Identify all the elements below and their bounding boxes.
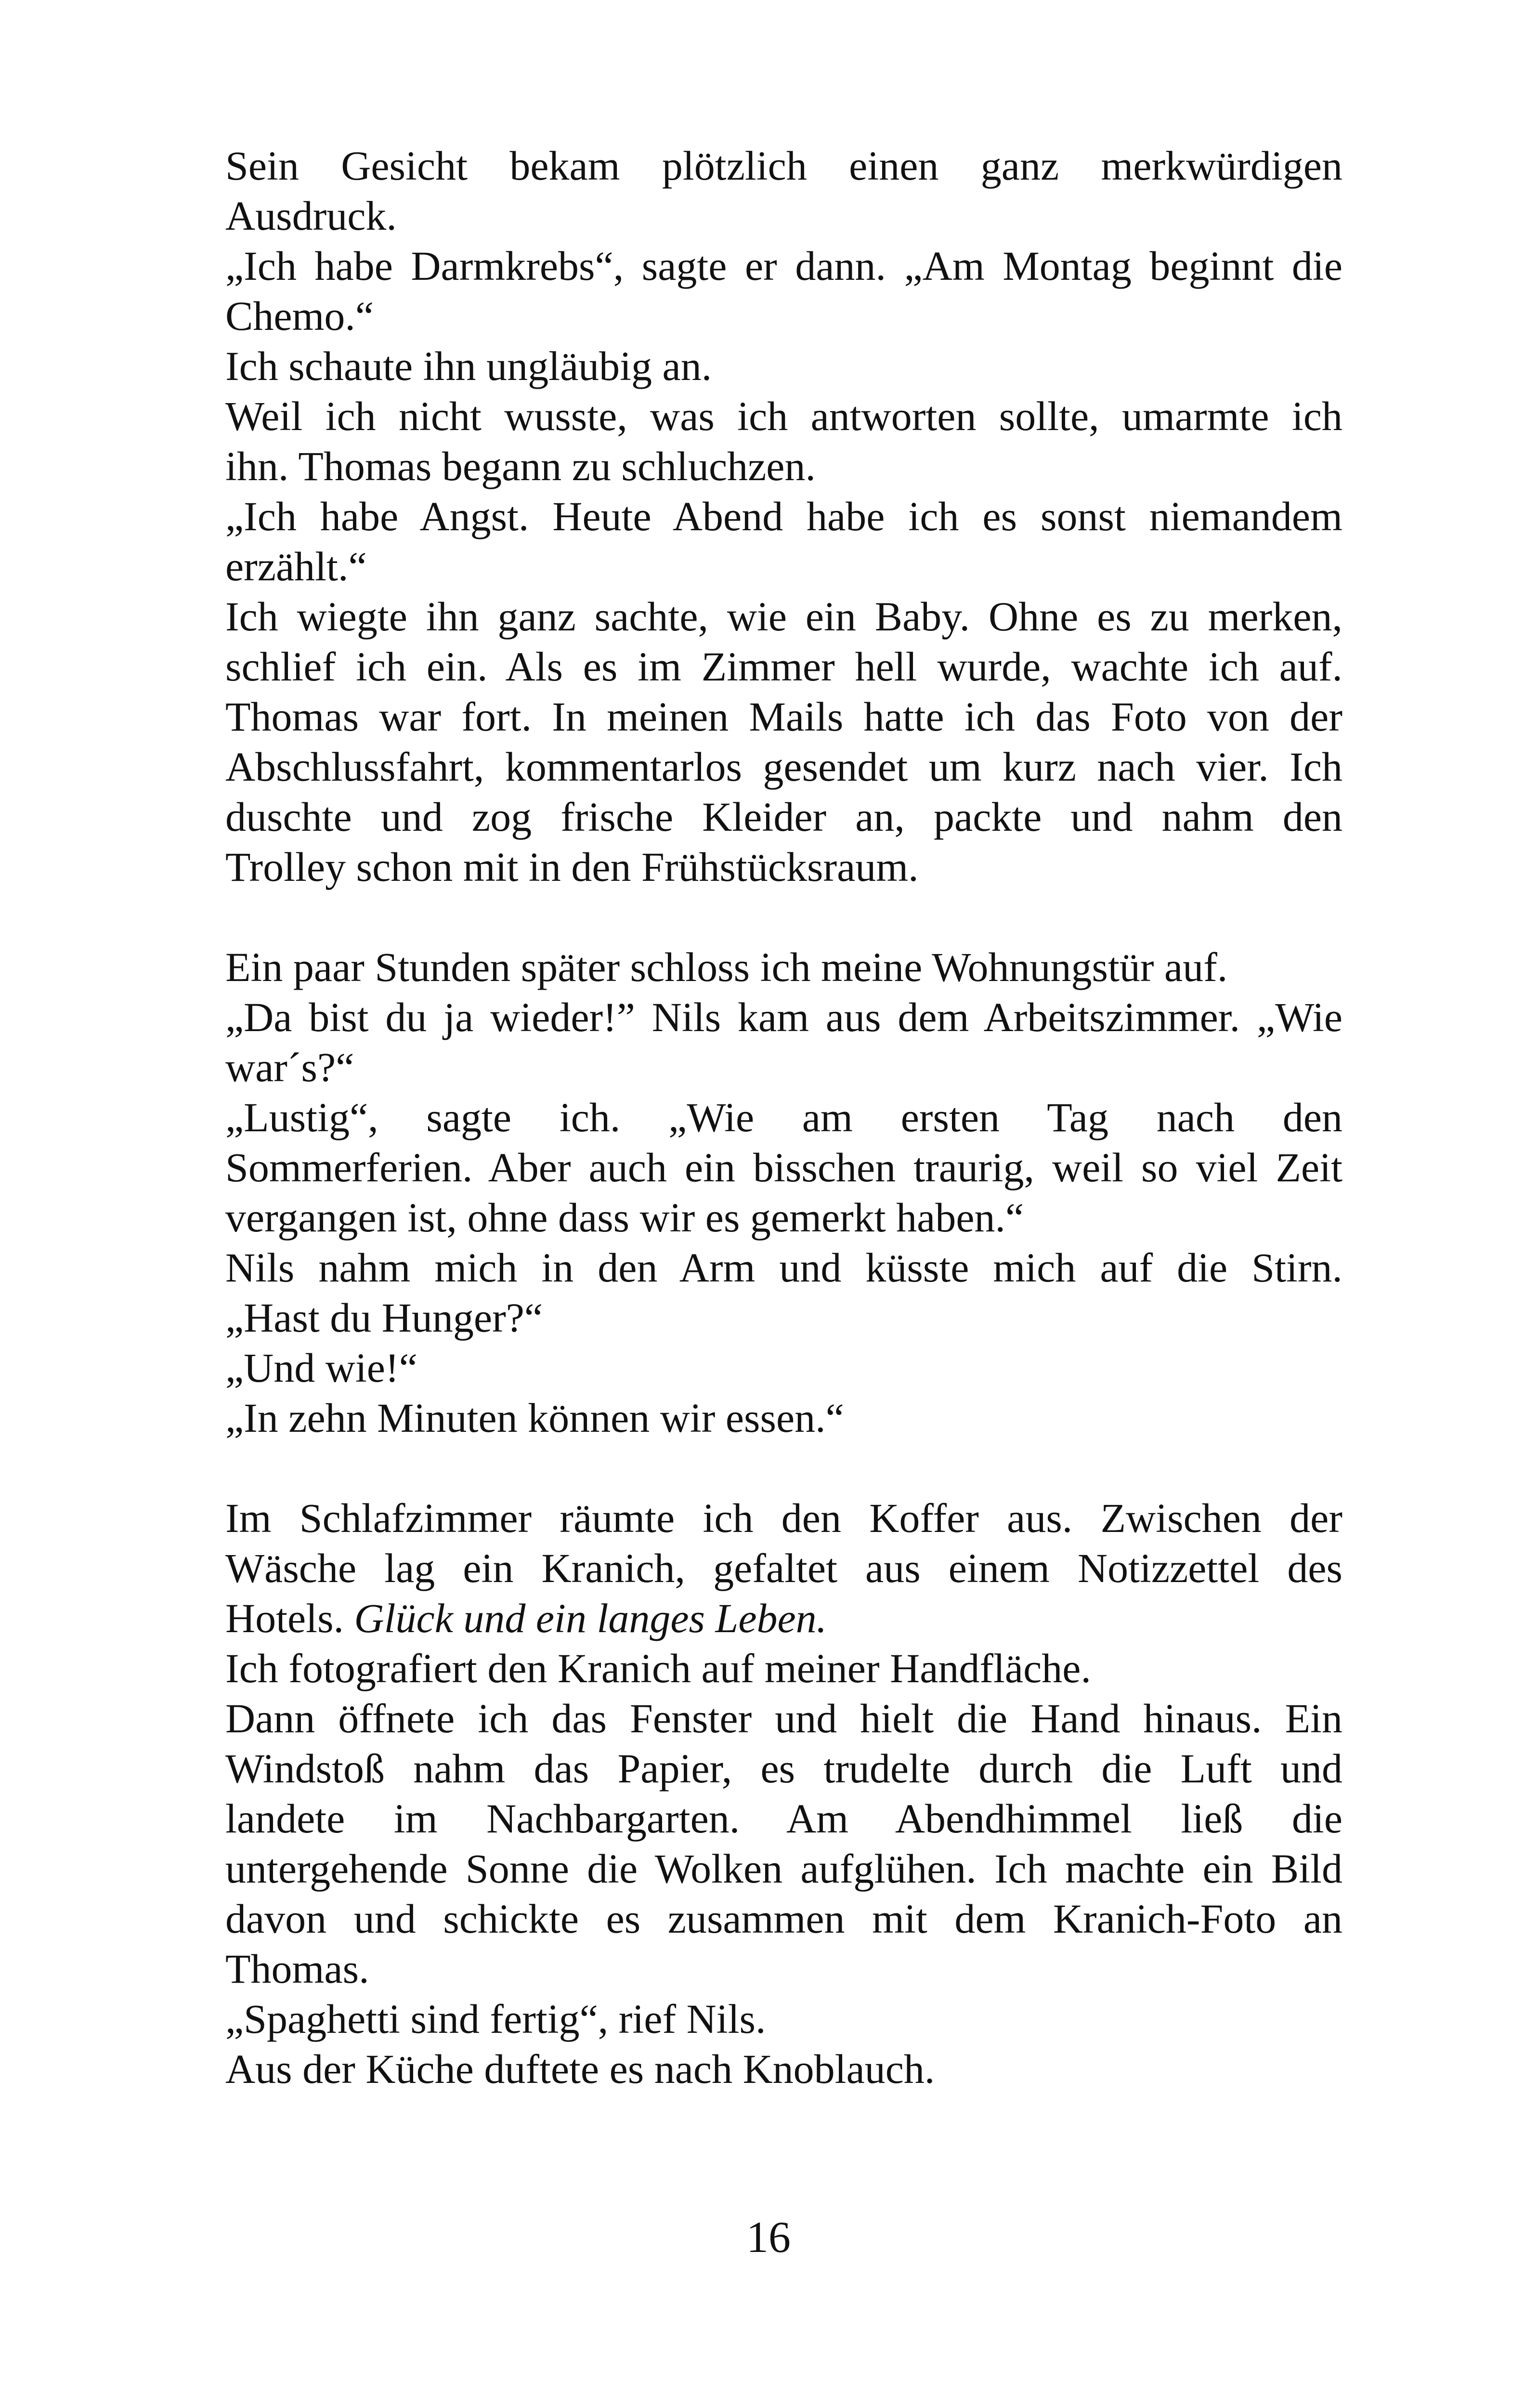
text-line: „Lustig“, sagte ich. „Wie am ersten Tag nach den xyxy=(225,1094,1342,1140)
text-line: „Und wie!“ xyxy=(225,1345,417,1391)
text-line xyxy=(225,1593,1342,1643)
text-line: „Hast du Hunger?“ xyxy=(225,1295,543,1341)
text-line: Windstoß nahm das Papier, es trudelte durch die Luft und xyxy=(225,1745,1342,1792)
text-line: erzählt.“ xyxy=(225,543,367,589)
italic-phrase: Glück und ein langes Leben. xyxy=(354,1595,827,1641)
text-line: „Ich habe Angst. Heute Abend habe ich es sonst niemandem xyxy=(225,493,1342,539)
text-line: duschte und zog frische Kleider an, packte und nahm den xyxy=(225,794,1342,840)
text-line: „Ich habe Darmkrebs“, sagte er dann. „Am Montag beginnt die xyxy=(225,243,1342,289)
text-line: ihn. Thomas begann zu schluchzen. xyxy=(225,443,816,489)
text-line: Ich schaute ihn ungläubig an. xyxy=(225,343,712,389)
paragraph-gap xyxy=(225,892,1342,942)
text-line: Sommerferien. Aber auch ein bisschen traurig, weil so viel Zeit xyxy=(225,1144,1342,1191)
text-line: Nils nahm mich in den Arm und küsste mich auf die Stirn. xyxy=(225,1244,1342,1291)
text-line: Thomas. xyxy=(225,1946,369,1992)
text-line: Abschlussfahrt, kommentarlos gesendet um kurz nach vier. Ich xyxy=(225,744,1342,790)
page-number: 16 xyxy=(746,2212,791,2262)
text-line: „Da bist du ja wieder!” Nils kam aus dem Arbeitszimmer. „Wie xyxy=(225,994,1342,1040)
text-line: davon und schickte es zusammen mit dem Kranich-Foto an xyxy=(225,1896,1342,1942)
text-line: Thomas war fort. In meinen Mails hatte ich das Foto von der xyxy=(225,694,1342,740)
text-line: landete im Nachbargarten. Am Abendhimmel ließ die xyxy=(225,1795,1342,1842)
text-line: untergehende Sonne die Wolken aufglühen. Ich machte ein Bild xyxy=(225,1845,1342,1892)
text-line: „Spaghetti sind fertig“, rief Nils. xyxy=(225,1996,766,2042)
text-line: Wäsche lag ein Kranich, gefaltet aus einem Notizzettel des xyxy=(225,1545,1342,1591)
text-line: schlief ich ein. Als es im Zimmer hell wurde, wachte ich auf. xyxy=(225,643,1342,690)
text-line: Dann öffnete ich das Fenster und hielt die Hand hinaus. Ein xyxy=(225,1695,1342,1741)
text-line-part: Hotels. xyxy=(225,1595,344,1641)
text-line: vergangen ist, ohne dass wir es gemerkt haben.“ xyxy=(225,1194,1024,1241)
text-line: Chemo.“ xyxy=(225,293,374,339)
text-line: Ich fotografiert den Kranich auf meiner Handfläche. xyxy=(225,1645,1091,1691)
text-line: Weil ich nicht wusste, was ich antworten sollte, umarmte ich xyxy=(225,393,1342,439)
text-line: Ein paar Stunden später schloss ich meine Wohnungstür auf. xyxy=(225,944,1228,990)
text-line: Ich wiegte ihn ganz sachte, wie ein Baby. Ohne es zu merken, xyxy=(225,593,1342,640)
text-line: „In zehn Minuten können wir essen.“ xyxy=(225,1395,844,1441)
text-line: Aus der Küche duftete es nach Knoblauch. xyxy=(225,2046,935,2092)
text-line: war´s?“ xyxy=(225,1044,354,1090)
text-line: Trolley schon mit in den Frühstücksraum. xyxy=(225,844,919,890)
text-line: Sein Gesicht bekam plötzlich einen ganz merkwürdigen xyxy=(225,143,1342,189)
text-line: Im Schlafzimmer räumte ich den Koffer aus. Zwischen der xyxy=(225,1495,1342,1541)
paragraph-gap xyxy=(225,1443,1342,1493)
body-text xyxy=(225,141,1342,2094)
text-line: Ausdruck. xyxy=(225,193,397,239)
